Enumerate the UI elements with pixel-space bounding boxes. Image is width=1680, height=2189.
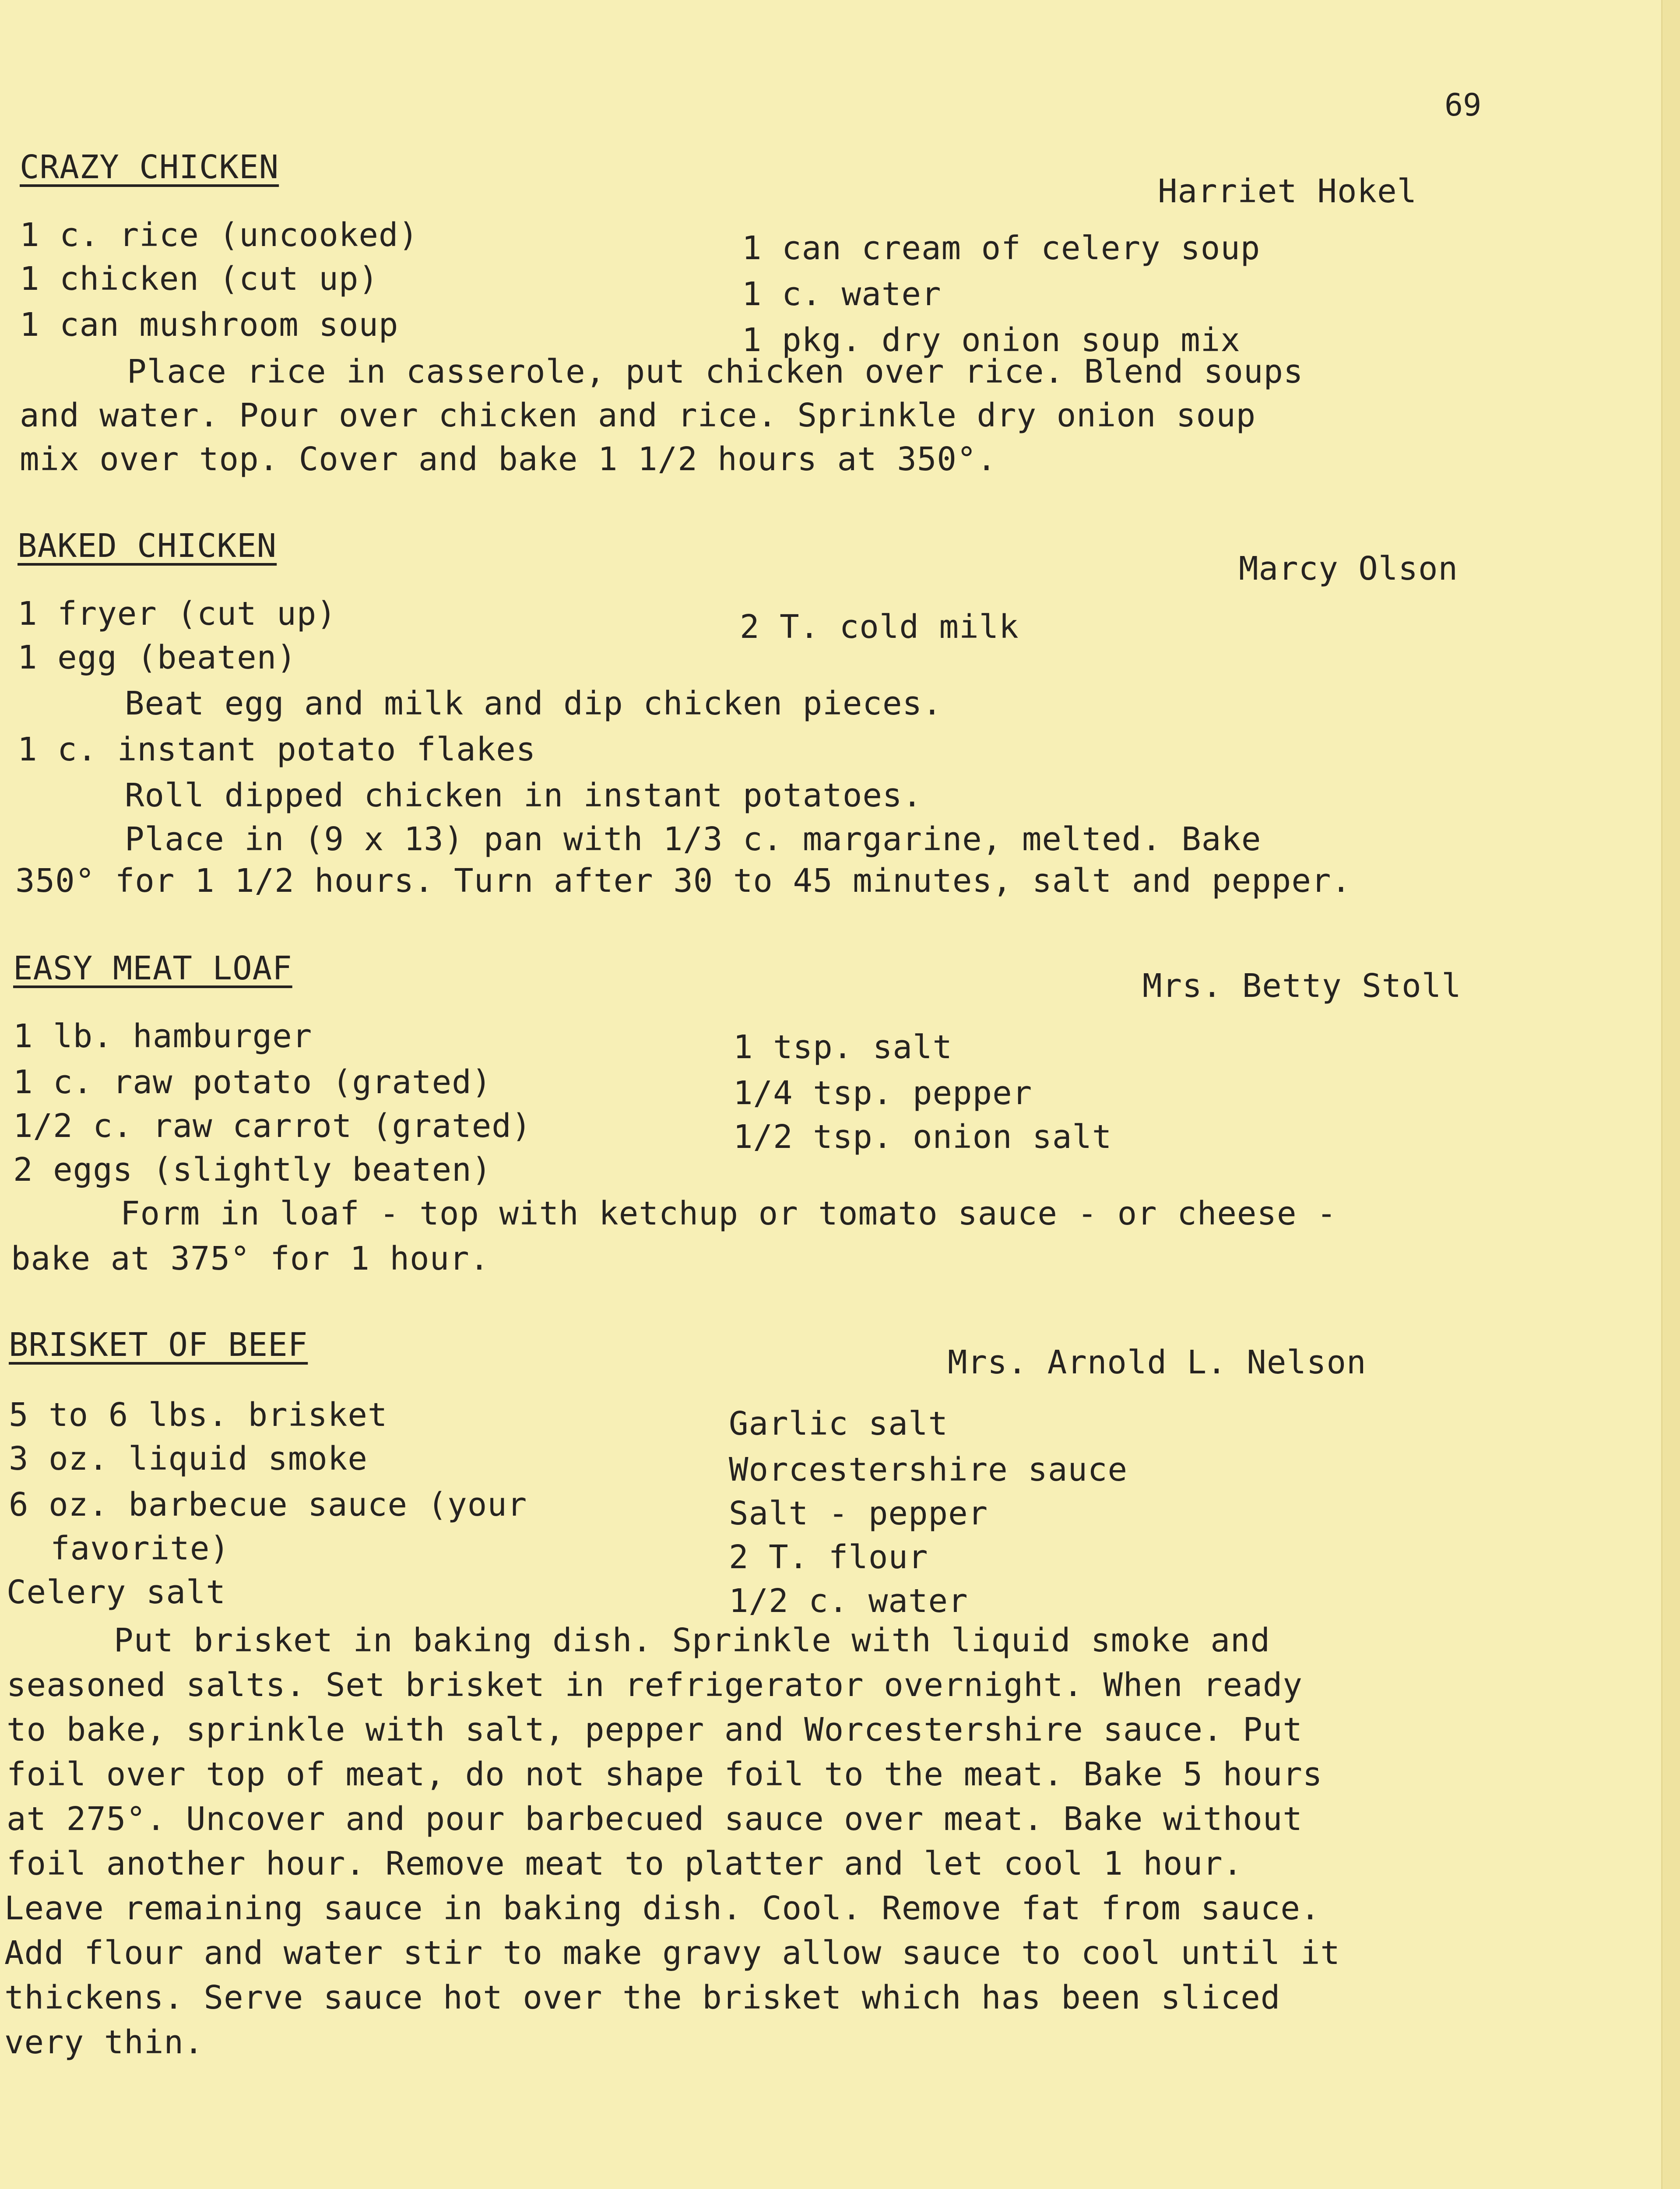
- direction-line: Form in loaf - top with ketchup or tomato sauce - or cheese -: [120, 1195, 1337, 1232]
- direction-line: foil another hour. Remove meat to platter and let cool 1 hour.: [7, 1845, 1243, 1883]
- recipe-title: BAKED CHICKEN: [18, 527, 277, 565]
- direction-line: seasoned salts. Set brisket in refrigerator overnight. When ready: [7, 1666, 1303, 1704]
- page-number: 69: [1445, 87, 1482, 123]
- ingredient: favorite): [50, 1530, 230, 1567]
- direction-line: bake at 375° for 1 hour.: [11, 1240, 490, 1278]
- recipe-title: EASY MEAT LOAF: [13, 950, 292, 987]
- recipe-author: Harriet Hokel: [1158, 172, 1417, 210]
- ingredient: 1 c. raw potato (grated): [13, 1063, 492, 1101]
- recipe-author: Marcy Olson: [1239, 550, 1459, 588]
- ingredient: 1 can cream of celery soup: [742, 229, 1261, 267]
- direction-line: foil over top of meat, do not shape foil to the meat. Bake 5 hours: [7, 1756, 1323, 1793]
- ingredient: 2 T. flour: [729, 1538, 928, 1576]
- direction-line: very thin.: [4, 2024, 204, 2061]
- ingredient: 1/4 tsp. pepper: [733, 1074, 1033, 1112]
- ingredient: 1/2 c. raw carrot (grated): [13, 1107, 532, 1145]
- ingredient: 2 eggs (slightly beaten): [13, 1151, 492, 1189]
- direction-line: Roll dipped chicken in instant potatoes.: [125, 777, 923, 814]
- direction-line: Leave remaining sauce in baking dish. Cool. Remove fat from sauce.: [4, 1890, 1321, 1927]
- ingredient: 1 c. water: [742, 275, 942, 313]
- direction-line: Place in (9 x 13) pan with 1/3 c. margarine, melted. Bake: [125, 820, 1262, 858]
- recipe-title: BRISKET OF BEEF: [9, 1326, 308, 1364]
- direction-line: thickens. Serve sauce hot over the brisket which has been sliced: [4, 1979, 1281, 2017]
- direction-line: to bake, sprinkle with salt, pepper and Worcestershire sauce. Put: [7, 1711, 1303, 1749]
- ingredient: 6 oz. barbecue sauce (your: [9, 1486, 527, 1524]
- ingredient: 1 egg (beaten): [18, 639, 297, 676]
- direction-line: Beat egg and milk and dip chicken pieces.: [125, 685, 942, 722]
- ingredient: 1/2 tsp. onion salt: [733, 1118, 1112, 1156]
- direction-line: and water. Pour over chicken and rice. Sprinkle dry onion soup: [20, 397, 1256, 434]
- page-edge: [1661, 0, 1680, 2189]
- ingredient: Celery salt: [7, 1573, 226, 1611]
- direction-line: Add flour and water stir to make gravy allow sauce to cool until it: [4, 1934, 1340, 1972]
- ingredient: 1 chicken (cut up): [20, 260, 379, 298]
- ingredient: 1 can mushroom soup: [20, 306, 399, 344]
- ingredient: 3 oz. liquid smoke: [9, 1440, 368, 1478]
- ingredient: 1 fryer (cut up): [18, 595, 337, 633]
- ingredient: 1 c. rice (uncooked): [20, 216, 419, 254]
- ingredient: 1 c. instant potato flakes: [18, 731, 536, 768]
- direction-line: mix over top. Cover and bake 1 1/2 hours at 350°.: [20, 440, 997, 478]
- ingredient: 1 pkg. dry onion soup mix: [742, 321, 1241, 359]
- ingredient: Salt - pepper: [729, 1495, 988, 1532]
- ingredient: 5 to 6 lbs. brisket: [9, 1396, 388, 1434]
- direction-line: Place rice in casserole, put chicken over rice. Blend soups: [127, 353, 1304, 391]
- ingredient: Worcestershire sauce: [729, 1451, 1128, 1489]
- direction-line: at 275°. Uncover and pour barbecued sauce over meat. Bake without: [7, 1800, 1303, 1838]
- direction-line: Put brisket in baking dish. Sprinkle with liquid smoke and: [114, 1622, 1271, 1659]
- ingredient: 2 T. cold milk: [740, 608, 1019, 646]
- ingredient: 1/2 c. water: [729, 1582, 968, 1620]
- recipe-title: CRAZY CHICKEN: [20, 148, 279, 186]
- ingredient: 1 lb. hamburger: [13, 1017, 313, 1055]
- ingredient: Garlic salt: [729, 1405, 949, 1443]
- recipe-author: Mrs. Arnold L. Nelson: [948, 1344, 1367, 1381]
- recipe-author: Mrs. Betty Stoll: [1142, 967, 1462, 1005]
- ingredient: 1 tsp. salt: [733, 1028, 953, 1066]
- direction-line: 350° for 1 1/2 hours. Turn after 30 to 45 minutes, salt and pepper.: [15, 862, 1351, 900]
